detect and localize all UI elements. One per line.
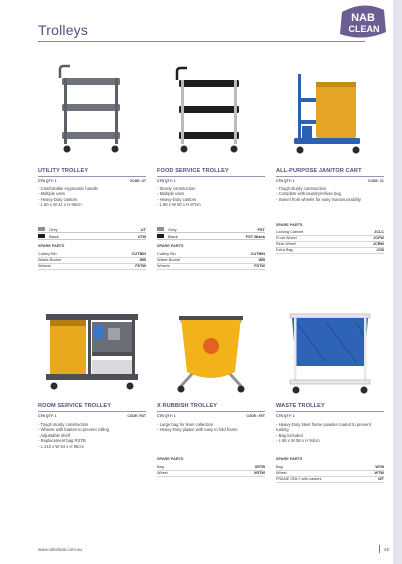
spare-part-code: FSTW: [254, 263, 265, 268]
feature-item: - Heavy-Duty steel frame powder coated to prevent rusting: [276, 422, 384, 433]
colour-swatch: [38, 227, 45, 231]
product-code: CODE: RST: [127, 414, 146, 418]
logo-text-bottom: CLEAN: [348, 24, 380, 34]
product-code: CODE: JC: [367, 179, 384, 183]
spare-part-code: WTW: [374, 470, 384, 475]
spare-part-name: Wheels: [157, 263, 170, 268]
spare-part-name: Wheel: [276, 470, 287, 475]
ctn-qty: CTN QTY: 1: [38, 414, 57, 418]
spare-part-row: [276, 476, 384, 483]
x-rubbish-trolley-photo: [157, 302, 265, 398]
spare-part-code: WT: [378, 476, 384, 481]
title-divider: [38, 41, 365, 42]
spare-part-name: Cutlery Bin: [157, 251, 176, 256]
title-rule: [38, 411, 146, 412]
spare-parts-title: SPARE PARTS: [157, 244, 184, 248]
title-rule: [157, 176, 265, 177]
spare-part-code: WB: [258, 257, 265, 262]
colour-code: UT: [140, 226, 146, 232]
janitor-cart-photo: [276, 60, 384, 160]
ctn-qty: CTN QTY: 1: [38, 179, 57, 183]
product-room-service-trolley: [38, 302, 146, 502]
spare-part-name: Bag: [276, 464, 283, 469]
page-title: Trolleys: [38, 22, 89, 38]
spare-part-name: Bag: [157, 464, 164, 469]
feature-list: [157, 422, 265, 433]
spare-part-name: Rear Wheel: [276, 241, 297, 246]
ctn-qty-row: [276, 414, 384, 418]
spare-part-name: FRAME ONLY with castors: [276, 476, 322, 481]
spare-part-code: WB: [139, 257, 146, 262]
spare-part-row: [157, 263, 265, 270]
feature-list: [38, 422, 146, 449]
feature-item: - Wheels with brakes to prevent rolling: [38, 427, 146, 432]
ctn-qty-row: [38, 179, 146, 183]
ctn-qty: CTN QTY: 1: [276, 414, 295, 418]
product-waste-trolley: [276, 302, 384, 502]
spare-part-row: [157, 470, 265, 477]
spare-parts-title: SPARE PARTS: [276, 457, 303, 461]
feature-item: - Tough sturdy construction: [276, 186, 384, 191]
feature-item: - Multiple uses: [157, 191, 265, 196]
footer-website: www.nabclean.com.au: [38, 547, 82, 552]
spare-part-code: CUTBIN: [131, 251, 146, 256]
product-janitor-cart: [276, 60, 384, 290]
feature-item: - Bag included: [276, 433, 384, 438]
feature-list: [157, 186, 265, 208]
waste-trolley-photo: [276, 302, 384, 398]
product-code: CODE: UT: [129, 179, 146, 183]
footer-separator: [379, 545, 380, 553]
colour-option-row: [38, 233, 146, 240]
product-title: ALL-PURPOSE JANITOR CART: [276, 168, 362, 174]
feature-item: - Replacement bag RSTB: [38, 438, 146, 443]
ctn-qty-row: [157, 179, 265, 183]
logo-text-top: NAB: [351, 12, 375, 24]
spare-parts-title: SPARE PARTS: [276, 223, 303, 227]
feature-list: [38, 186, 146, 208]
spare-part-name: Waste Bucket: [38, 257, 62, 262]
product-utility-trolley: [38, 60, 146, 290]
colour-code: UTB: [137, 233, 146, 239]
colour-swatch: [157, 234, 164, 238]
spare-parts-title: SPARE PARTS: [38, 244, 65, 248]
feature-item: - Sturdy construction: [157, 186, 265, 191]
feature-item: - L 60 x W 41 x H 95cm: [38, 202, 146, 207]
food-service-trolley-photo: [157, 60, 265, 160]
feature-item: - L 88 x W 58 x H 94cm: [276, 438, 384, 443]
feature-item: - Large bag for linen collection: [157, 422, 265, 427]
spare-part-row: [38, 263, 146, 270]
spare-part-code: FSTW: [135, 263, 146, 268]
product-title: X RUBBISH TROLLEY: [157, 403, 218, 409]
spare-part-name: Front Wheel: [276, 235, 297, 240]
title-rule: [38, 176, 146, 177]
product-food-service-trolley: [157, 60, 265, 290]
feature-item: - Swivel front wheels for easy manoeuvrability: [276, 197, 384, 202]
spare-part-name: Wheels: [38, 263, 51, 268]
product-x-rubbish-trolley: [157, 302, 265, 502]
ctn-qty: CTN QTY: 1: [276, 179, 295, 183]
title-rule: [276, 411, 384, 412]
page-header: [0, 0, 393, 44]
spare-parts-title: SPARE PARTS: [157, 457, 184, 461]
feature-item: - Heavy-Duty castors: [38, 197, 146, 202]
title-rule: [157, 411, 265, 412]
feature-item: - Heavy-Duty plastic with easy to fold frame: [157, 427, 265, 432]
feature-list: [276, 186, 384, 202]
ctn-qty-row: [38, 414, 146, 418]
product-title: WASTE TROLLEY: [276, 403, 325, 409]
product-code: CODE: XRT: [246, 414, 265, 418]
spare-part-code: JCB: [376, 247, 384, 252]
spare-part-code: WTB: [375, 464, 384, 469]
room-service-trolley-photo: [38, 302, 146, 398]
feature-item: - Complete with laundry/refuse bag: [276, 191, 384, 196]
colour-code: FST Black: [245, 233, 265, 239]
spare-part-name: Wheel: [157, 470, 168, 475]
spare-part-row: [276, 247, 384, 254]
product-title: UTILITY TROLLEY: [38, 168, 89, 174]
title-rule: [276, 176, 384, 177]
spare-part-name: Cutlery Bin: [38, 251, 57, 256]
side-decoration-bar: [393, 0, 402, 564]
feature-item: - Heavy-Duty castors: [157, 197, 265, 202]
colour-name: Grey: [168, 226, 177, 232]
spare-part-code: CUTBIN: [250, 251, 265, 256]
colour-swatch: [157, 227, 164, 231]
spare-part-code: XRTB: [254, 464, 265, 469]
feature-list: [276, 422, 384, 444]
feature-item: - Adjustable shelf: [38, 433, 146, 438]
colour-option-row: [157, 226, 265, 233]
spare-part-name: Locking Cabinet: [276, 229, 304, 234]
product-title: FOOD SERVICE TROLLEY: [157, 168, 229, 174]
colour-name: Grey: [49, 226, 58, 232]
colour-option-row: [157, 233, 265, 240]
ctn-qty: CTN QTY: 1: [157, 414, 176, 418]
ctn-qty-row: [157, 414, 265, 418]
feature-item: - L 88 x W 50 x H 97cm: [157, 202, 265, 207]
spare-part-code: JCFW: [373, 235, 384, 240]
spare-part-code: XRTW: [253, 470, 265, 475]
spare-part-name: Waste Bucket: [157, 257, 181, 262]
ctn-qty-row: [276, 179, 384, 183]
colour-name: Black: [168, 233, 178, 239]
spare-part-code: JCLC: [374, 229, 384, 234]
page-number: 45: [384, 547, 389, 552]
ctn-qty: CTN QTY: 1: [157, 179, 176, 183]
nab-clean-logo: [336, 2, 390, 40]
spare-part-name: Extra Bag: [276, 247, 293, 252]
colour-option-row: [38, 226, 146, 233]
feature-item: - Tough sturdy construction: [38, 422, 146, 427]
spare-part-code: JCRW: [372, 241, 384, 246]
colour-code: FST: [257, 226, 265, 232]
feature-item: - Comfortable ergonomic handle: [38, 186, 146, 191]
product-title: ROOM SERVICE TROLLEY: [38, 403, 112, 409]
utility-trolley-photo: [38, 60, 146, 160]
feature-item: - Multiple uses: [38, 191, 146, 196]
colour-name: Black: [49, 233, 59, 239]
colour-swatch: [38, 234, 45, 238]
feature-item: - L 143 x W 54 x H 95cm: [38, 444, 146, 449]
